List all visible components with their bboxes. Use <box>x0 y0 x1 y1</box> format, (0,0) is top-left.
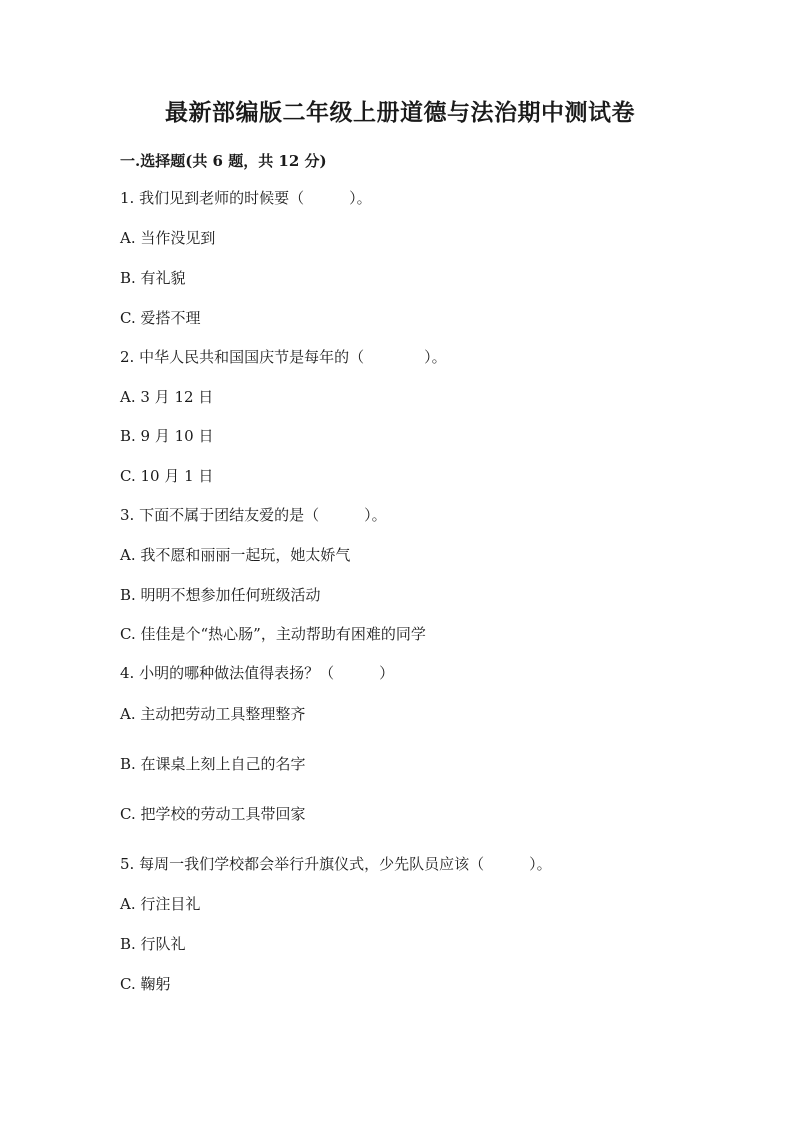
question-1-option-a: A. 当作没见到 <box>120 229 216 247</box>
question-3-option-c: C. 佳佳是个“热心肠”，主动帮助有困难的同学 <box>120 625 426 643</box>
question-2-stem: 2. 中华人民共和国国庆节是每年的（ ）。 <box>120 348 447 366</box>
question-4-option-b: B. 在课桌上刻上自己的名字 <box>120 755 306 773</box>
question-4-option-c: C. 把学校的劳动工具带回家 <box>120 805 306 823</box>
question-3-option-a: A. 我不愿和丽丽一起玩，她太娇气 <box>120 546 351 564</box>
question-4-option-a: A. 主动把劳动工具整理整齐 <box>120 705 306 723</box>
question-5-option-a: A. 行注目礼 <box>120 895 201 913</box>
question-2-option-c: C. 10 月 1 日 <box>120 467 214 485</box>
question-2-option-b: B. 9 月 10 日 <box>120 427 214 445</box>
question-3-option-b: B. 明明不想参加任何班级活动 <box>120 586 321 604</box>
question-1-option-c: C. 爱搭不理 <box>120 309 201 327</box>
question-4-stem: 4. 小明的哪种做法值得表扬？（ ） <box>120 664 395 682</box>
question-3-stem: 3. 下面不属于团结友爱的是（ ）。 <box>120 506 387 524</box>
question-5-stem: 5. 每周一我们学校都会举行升旗仪式，少先队员应该（ ）。 <box>120 855 552 873</box>
page-title: 最新部编版二年级上册道德与法治期中测试卷 <box>165 99 635 126</box>
question-5-option-c: C. 鞠躬 <box>120 975 171 993</box>
question-1-option-b: B. 有礼貌 <box>120 269 186 287</box>
question-5-option-b: B. 行队礼 <box>120 935 186 953</box>
question-1-stem: 1. 我们见到老师的时候要（ ）。 <box>120 189 372 207</box>
section-heading: 一.选择题(共 6 题，共 12 分) <box>120 152 327 170</box>
question-2-option-a: A. 3 月 12 日 <box>120 388 214 406</box>
